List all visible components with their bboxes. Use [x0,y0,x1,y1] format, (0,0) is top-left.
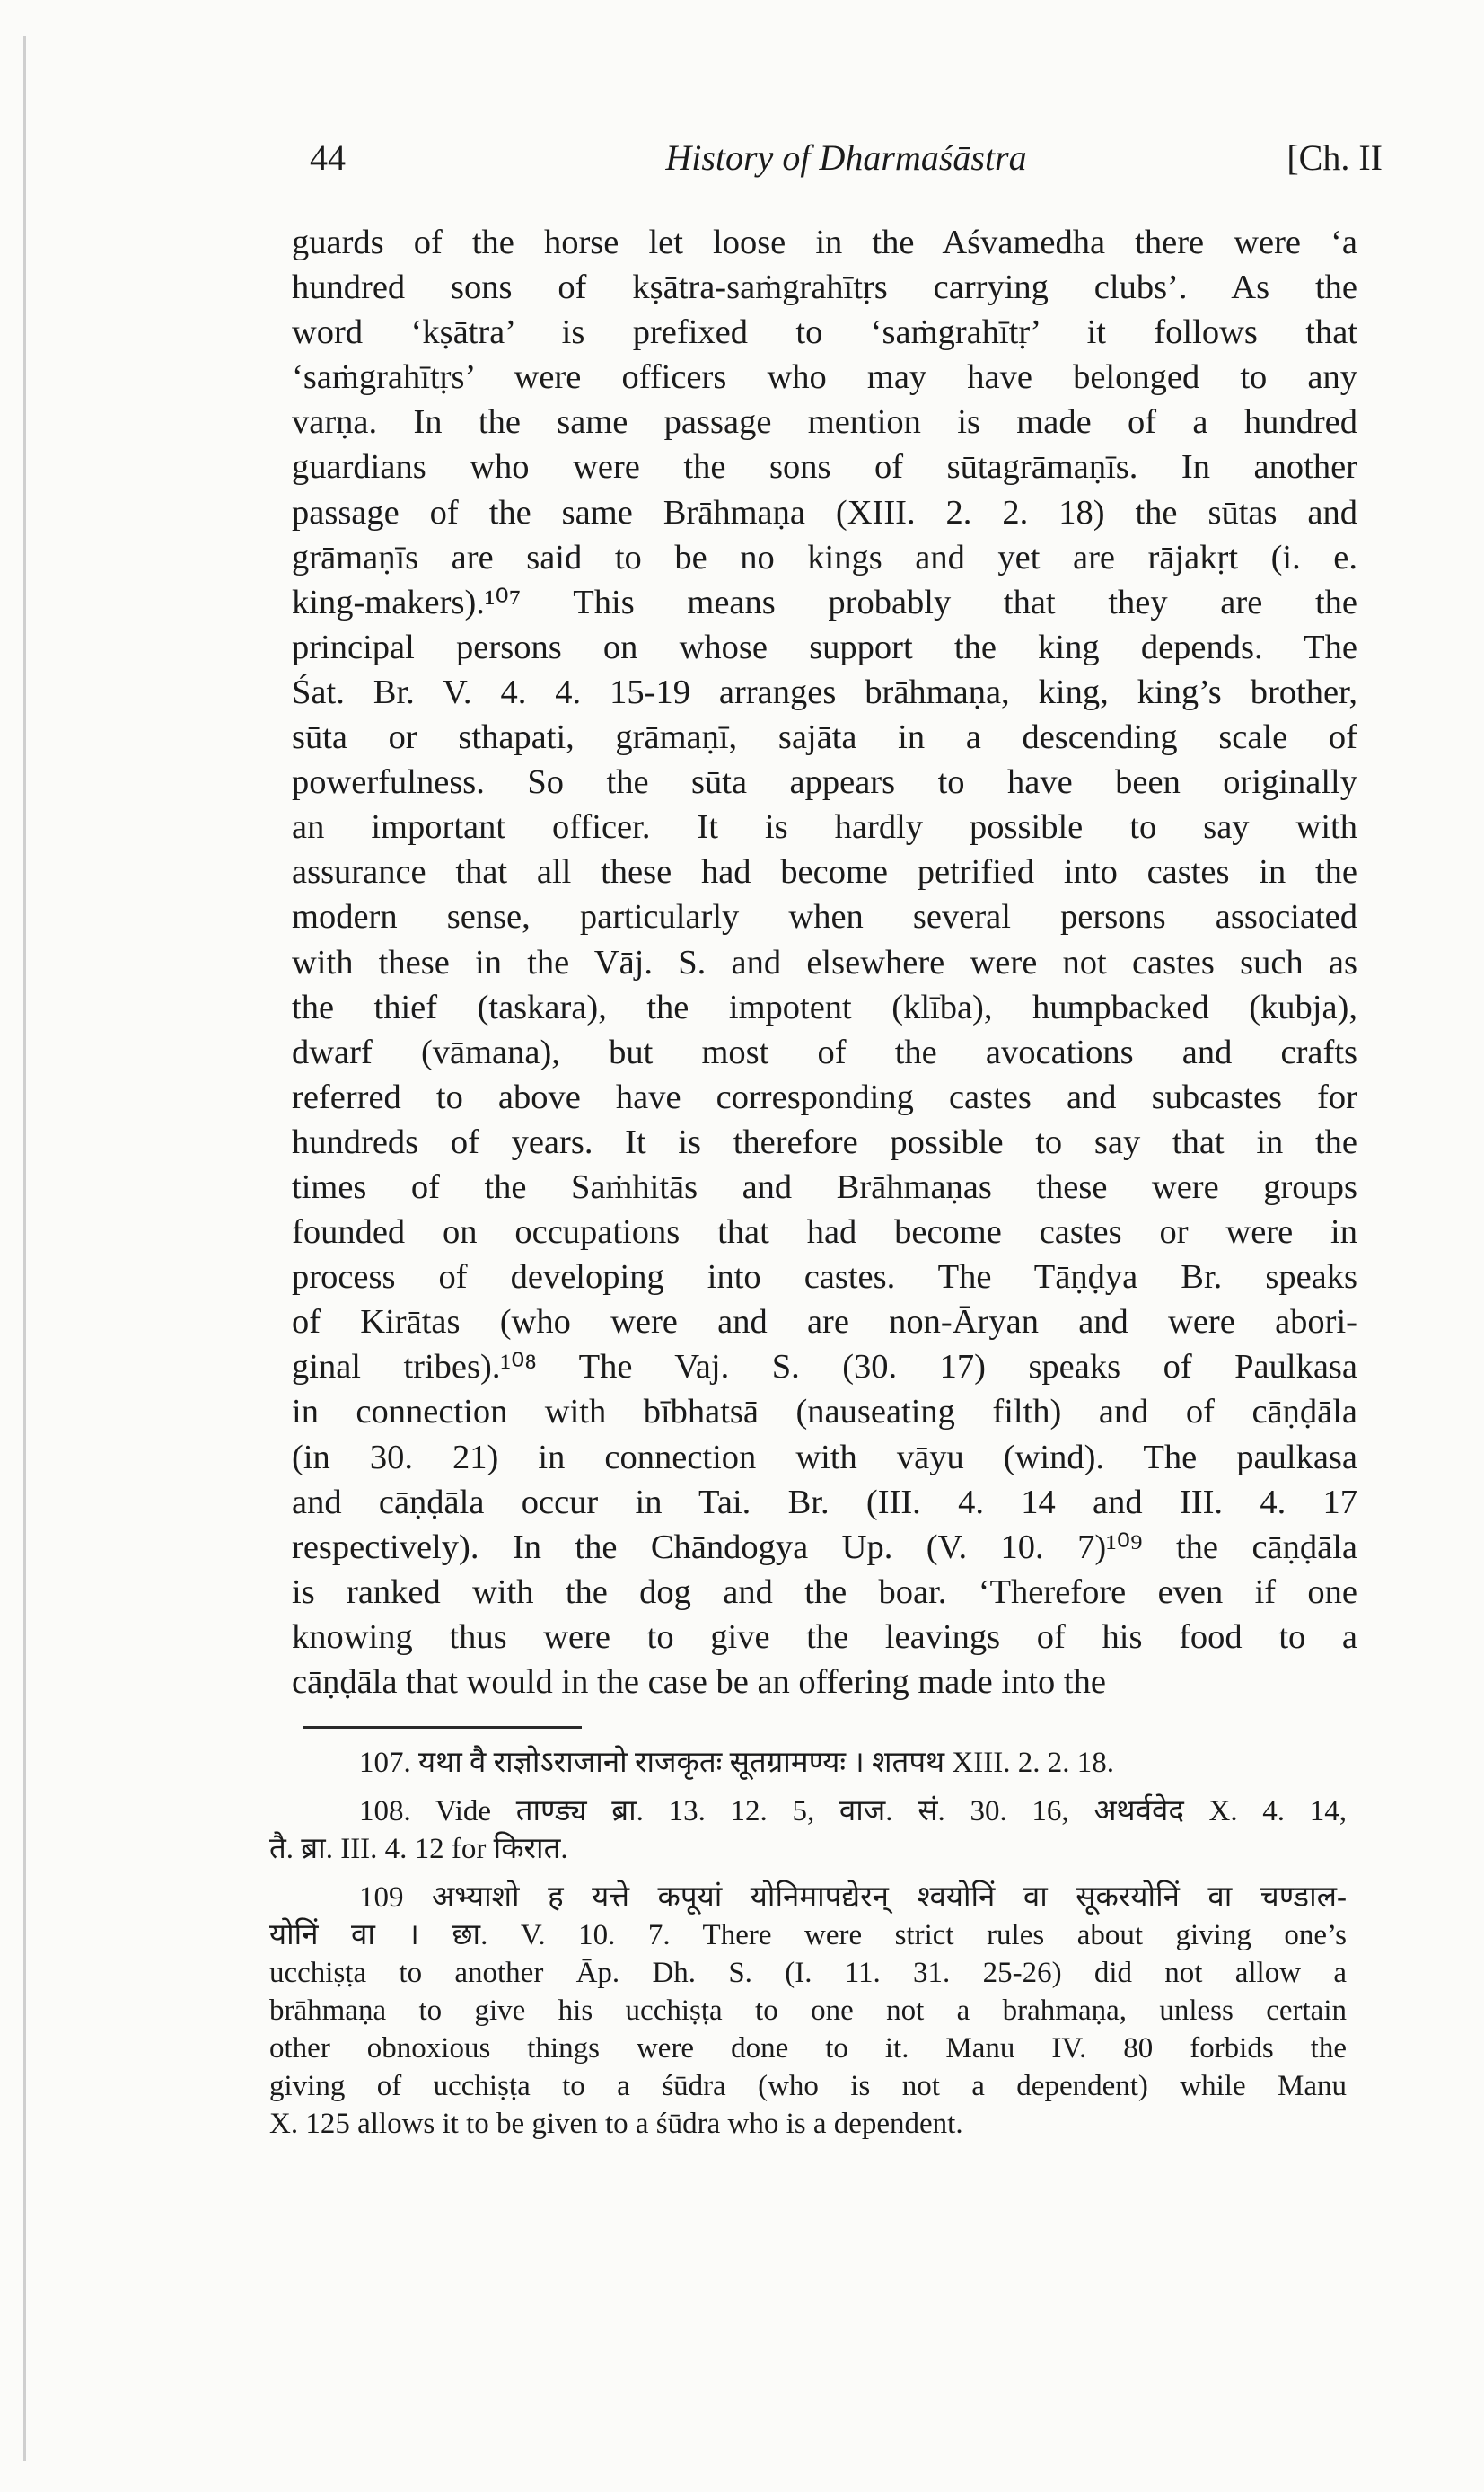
footnote-separator [303,1726,582,1729]
footnote-line: 109 अभ्याशो ह यत्ते कपूयां योनिमापद्येरन् श्वयोनिं वा सूकरयोनिं वा चण्डाल- [359,1881,1347,1914]
footnote-line: 108. Vide ताण्ड्य ब्रा. 13. 12. 5, वाज. सं. 30. 16, अथर्ववेद X. 4. 14, [359,1795,1347,1827]
body-line: varṇa. In the same passage mention is made of a hundred [292,403,1357,442]
body-line: hundreds of years. It is therefore possible to say that in the [292,1123,1357,1161]
body-line: with these in the Vāj. S. and elsewhere were not castes such as [292,943,1357,982]
chapter-label: [Ch. II [1286,137,1383,178]
footnote-line: giving of ucchiṣṭa to a śūdra (who is not a dependent) while Manu [269,2070,1347,2102]
body-line: king-makers).¹⁰⁷ This means probably that they are the [292,583,1357,621]
body-line: guards of the horse let loose in the Aśvamedha there were ‘a [292,224,1357,261]
footnote-108 [269,1792,1347,1868]
page-header [310,136,1383,190]
body-line: word ‘kṣātra’ is prefixed to ‘saṁgrahītṛ’ it follows that [292,313,1357,352]
footnote-line: ucchiṣṭa to another Āp. Dh. S. (I. 11. 31. 25-26) did not allow a [269,1957,1347,1989]
body-line: the thief (taskara), the impotent (klība), humpbacked (kubja), [292,988,1357,1026]
body-line: knowing thus were to give the leavings of his food to a [292,1617,1357,1656]
body-line: passage of the same Brāhmaṇa (XIII. 2. 2. 18) the sūtas and [292,493,1357,532]
footnote-line: 107. यथा वै राज्ञोऽराजानो राजकृतः सूतग्रामण्यः । शतपथ XIII. 2. 2. 18. [359,1747,1114,1779]
body-line: dwarf (vāmana), but most of the avocations and crafts [292,1033,1357,1071]
margin-rule [23,36,26,2461]
body-text [292,220,1357,1704]
footnote-line: other obnoxious things were done to it. Manu IV. 80 forbids the [269,2032,1347,2065]
body-line: of Kirātas (who were and are non-Āryan and were abori- [292,1303,1357,1342]
body-line: powerfulness. So the sūta appears to have been originally [292,763,1357,802]
footnotes [269,1744,1347,2153]
body-line: is ranked with the dog and the boar. ‘Therefore even if one [292,1572,1357,1611]
body-line: an important officer. It is hardly possible to say with [292,808,1357,847]
footnote-line: brāhmaṇa to give his ucchiṣṭa to one not a brahmaṇa, unless certain [269,1994,1347,2027]
body-line: assurance that all these had become petrified into castes in the [292,853,1357,892]
body-line: hundred sons of kṣātra-saṁgrahītṛs carrying clubs’. As the [292,269,1357,307]
body-line: guardians who were the sons of sūtagrāmaṇīs. In another [292,448,1357,487]
footnote-107 [269,1744,1347,1782]
body-line: and cāṇḍāla occur in Tai. Br. (III. 4. 14 and III. 4. 17 [292,1483,1357,1521]
body-line: ginal tribes).¹⁰⁸ The Vaj. S. (30. 17) speaks of Paulkasa [292,1348,1357,1387]
body-line: in connection with bībhatsā (nauseating filth) and of cāṇḍāla [292,1393,1357,1431]
body-line: (in 30. 21) in connection with vāyu (wind). The paulkasa [292,1438,1357,1476]
body-line: referred to above have corresponding castes and subcastes for [292,1078,1357,1116]
body-line: cāṇḍāla that would in the case be an offering made into the [292,1663,1106,1701]
body-line: process of developing into castes. The Tāṇḍya Br. speaks [292,1258,1357,1297]
body-line: sūta or sthapati, grāmaṇī, sajāta in a descending scale of [292,718,1357,757]
footnote-line: योनिं वा । छा. V. 10. 7. There were strict rules about giving one’s [269,1919,1347,1951]
footnote-109 [269,1879,1347,2143]
body-line: Śat. Br. V. 4. 4. 15-19 arranges brāhmaṇa, king, king’s brother, [292,673,1357,711]
body-line: principal persons on whose support the king depends. The [292,628,1357,666]
body-line: modern sense, particularly when several persons associated [292,898,1357,937]
body-line: times of the Saṁhitās and Brāhmaṇas these were groups [292,1167,1357,1206]
page-number: 44 [310,137,346,178]
running-title: History of Dharmaśāstra [665,137,1027,178]
body-line: founded on occupations that had become castes or were in [292,1213,1357,1252]
body-line: respectively). In the Chāndogya Up. (V. 10. 7)¹⁰⁹ the cāṇḍāla [292,1528,1357,1566]
footnote-line: तै. ब्रा. III. 4. 12 for किरात. [269,1833,568,1865]
footnote-line: X. 125 allows it to be given to a śūdra who is a dependent. [269,2108,963,2140]
body-line: ‘saṁgrahītṛs’ were officers who may have belonged to any [292,358,1357,397]
body-line: grāmaṇīs are said to be no kings and yet are rājakṛt (i. e. [292,538,1357,577]
